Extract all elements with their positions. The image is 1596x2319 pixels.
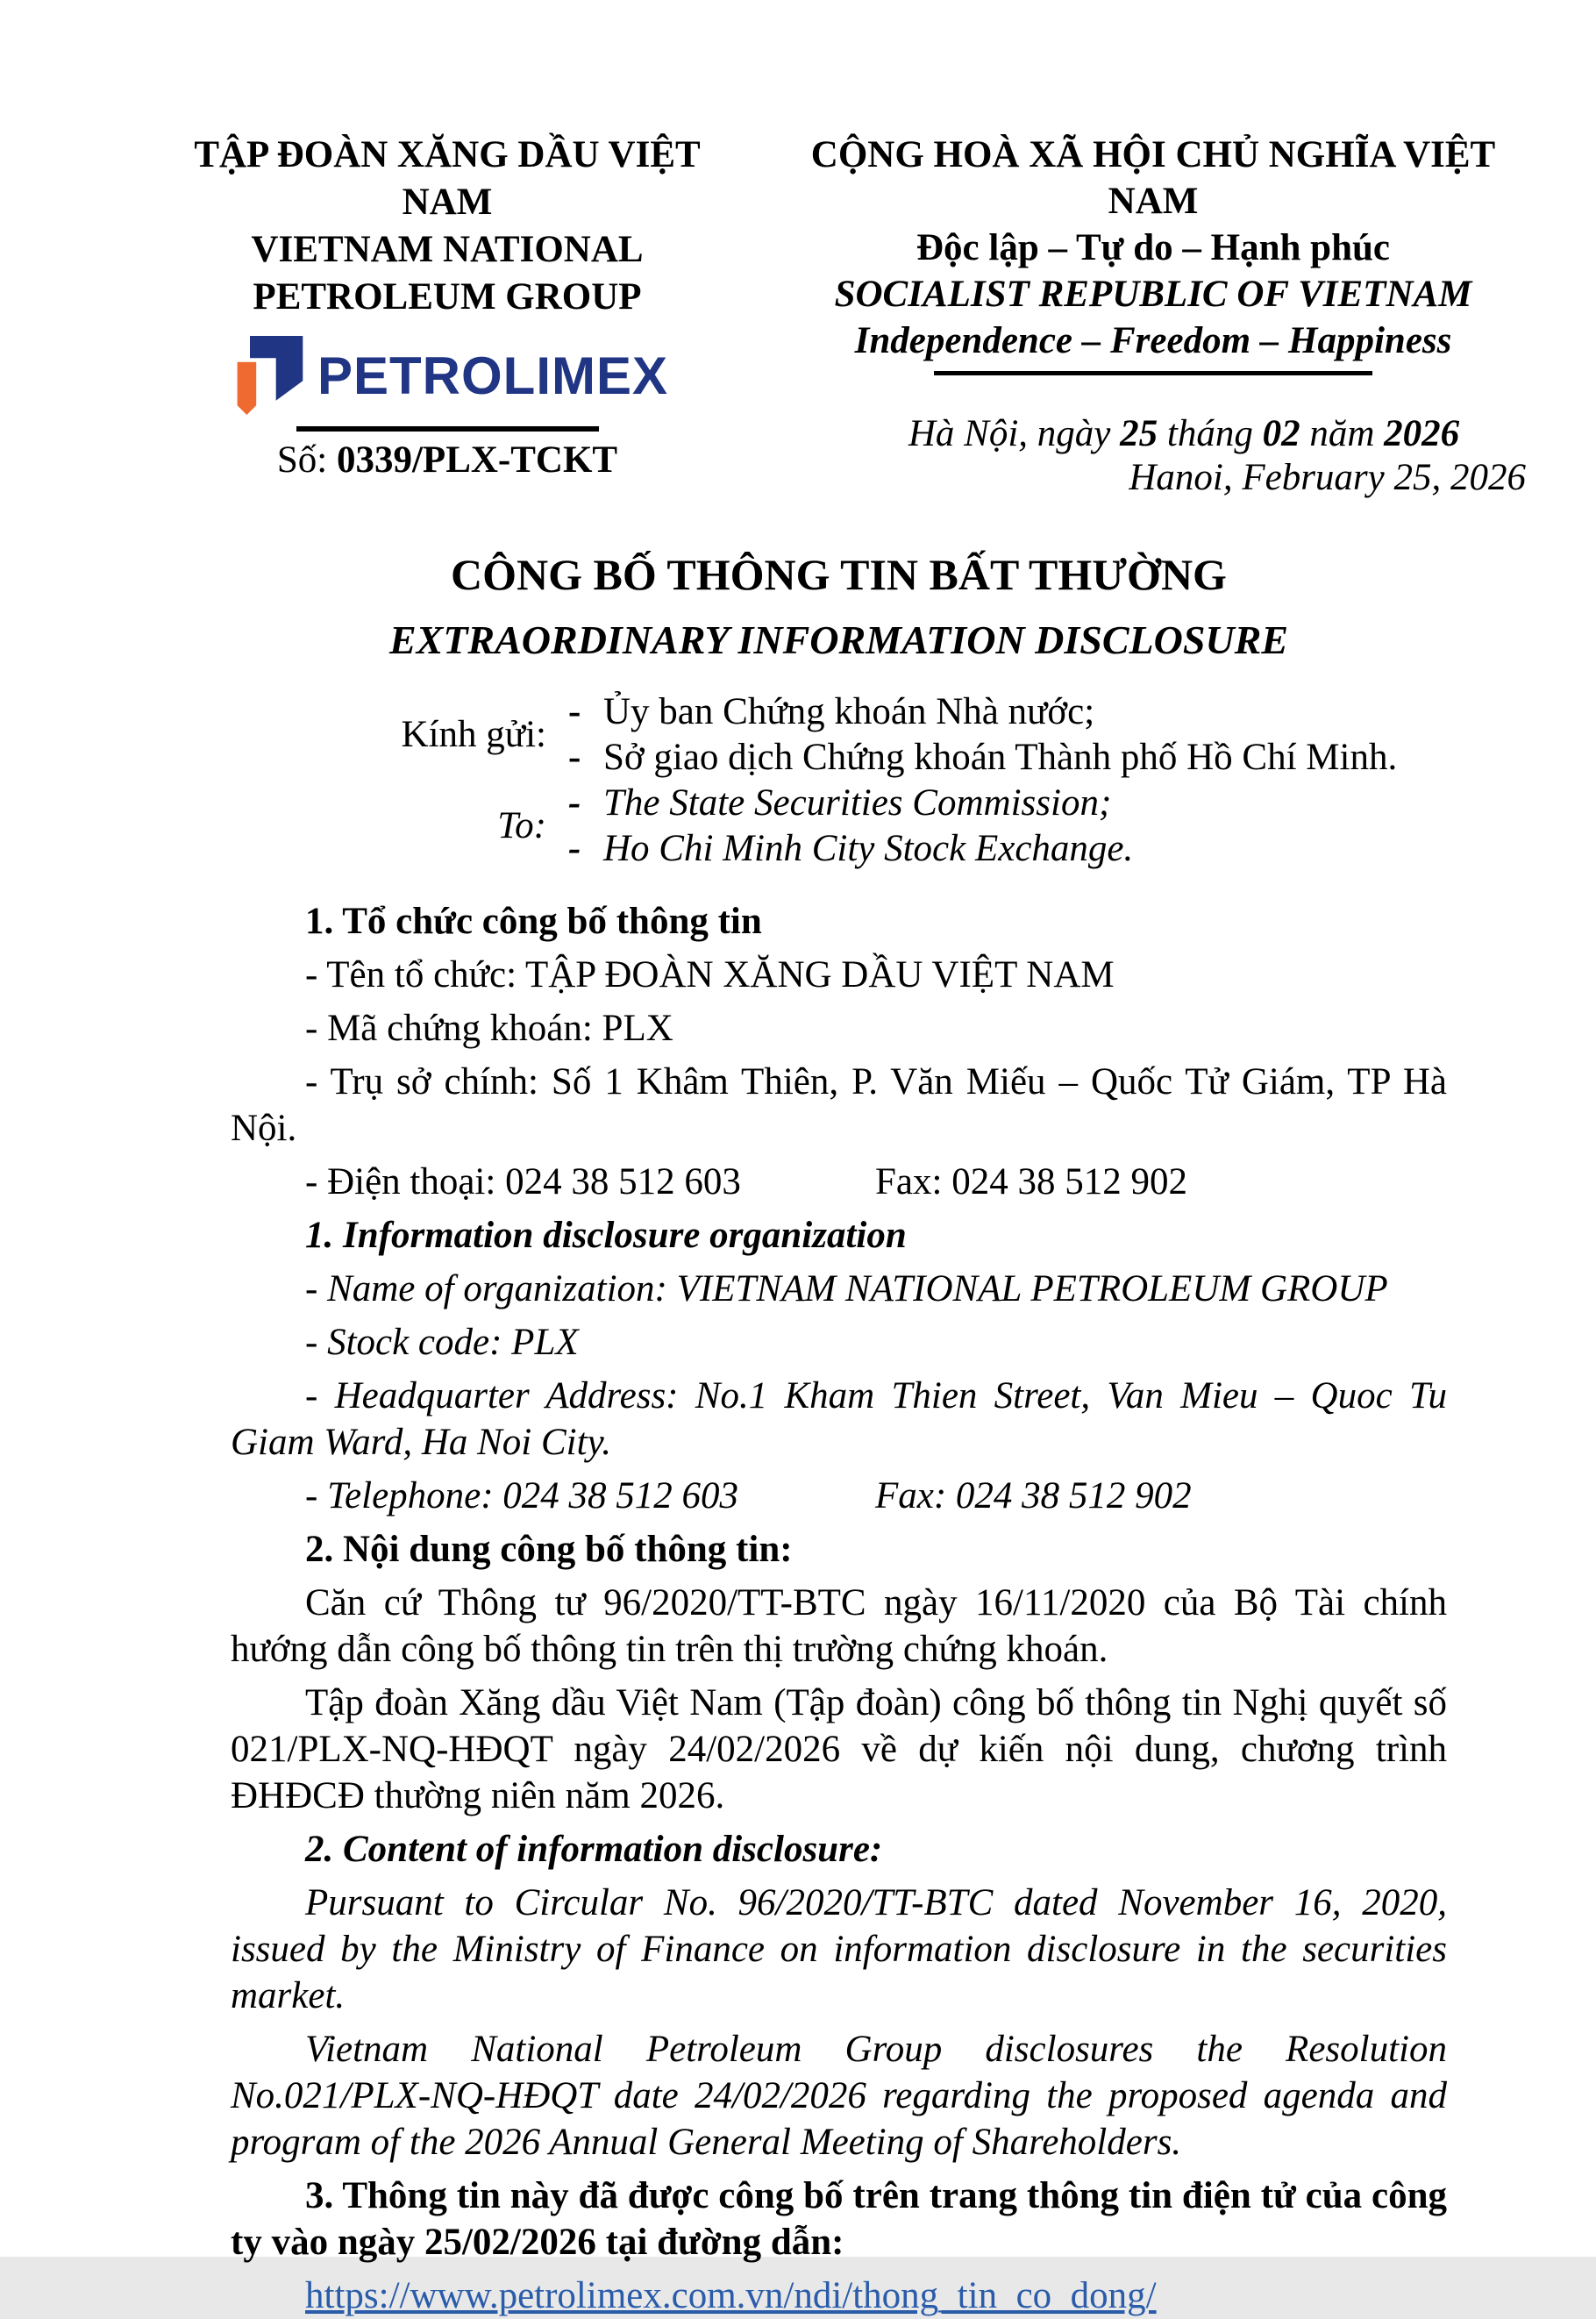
recipients-row-en [381, 781, 1596, 872]
petrolimex-p-icon [226, 336, 305, 415]
org-name-line-en: - Name of organization: VIETNAM NATIONAL PETROLEUM GROUP [305, 1268, 1388, 1309]
national-title-en: SOCIALIST REPUBLIC OF VIETNAM [834, 274, 1472, 315]
dash-bullet: - [568, 691, 581, 732]
section2-vi-heading: 2. Nội dung công bố thông tin: [305, 1529, 793, 1570]
phone-fax-line-vi [231, 1159, 1447, 1205]
header-left-divider [296, 426, 599, 432]
document-number-label: Số: [276, 439, 337, 481]
issuer-name-vi: TẬP ĐOÀN XĂNG DẦU VIỆT NAM [194, 134, 701, 223]
recipients-label-vi: Kính gửi: [401, 714, 546, 755]
section2-en-heading: 2. Content of information disclosure: [305, 1829, 883, 1870]
headquarter-line-vi: - Trụ sở chính: Số 1 Khâm Thiên, P. Văn Miếu – Quốc Tử Giám, TP Hà Nội. [231, 1061, 1447, 1149]
dash-bullet: - [568, 737, 581, 778]
national-motto-en: Independence – Freedom – Happiness [854, 320, 1452, 361]
recipient-text: Ủy ban Chứng khoán Nhà nước; [603, 691, 1095, 732]
issuer-name-en-line2: PETROLEUM GROUP [253, 276, 642, 318]
issue-date-en: Hanoi, February 25, 2026 [1129, 457, 1526, 498]
headquarter-line-en: - Headquarter Address: No.1 Kham Thien Street, Van Mieu – Quoc Tu Giam Ward, Ha Noi City. [231, 1375, 1447, 1463]
section2-en-paragraph-2: Vietnam National Petroleum Group disclosures the Resolution No.021/PLX-NQ-HĐQT date 24/02/2026 regarding the proposed agenda and program of the 2026 Annual General Meeting of Shareholders. [231, 2029, 1447, 2163]
petrolimex-wordmark: PETROLIMEX [317, 346, 669, 405]
recipient-text: Sở giao dịch Chứng khoán Thành phố Hồ Chí Minh. [603, 737, 1398, 778]
fax-number-en: Fax: 024 38 512 902 [875, 1475, 1192, 1516]
stock-code-line-en: - Stock code: PLX [305, 1322, 579, 1363]
phone-fax-line-en [231, 1473, 1447, 1519]
recipients-label-en: To: [497, 805, 546, 846]
disclosure-link[interactable]: https://www.petrolimex.com.vn/ndi/thong_tin_co_dong/ [305, 2275, 1157, 2316]
document-title-en: EXTRAORDINARY INFORMATION DISCLOSURE [388, 617, 1289, 662]
section1-vi-heading: 1. Tổ chức công bố thông tin [305, 901, 762, 942]
dash-bullet: - [568, 782, 581, 824]
document-number [167, 437, 728, 484]
issuer-block [167, 132, 728, 500]
logo-stem-shape [238, 362, 257, 415]
fax-number-vi: Fax: 024 38 512 902 [875, 1161, 1187, 1202]
header-right-divider [934, 371, 1372, 375]
stock-code-line-vi: - Mã chứng khoán: PLX [305, 1008, 673, 1049]
document-header [0, 0, 1596, 500]
petrolimex-logo [167, 332, 728, 419]
disclosure-link-line [231, 2273, 1447, 2319]
recipient-text: The State Securities Commission; [603, 782, 1112, 824]
recipient-item [568, 735, 1397, 781]
dash-bullet: - [568, 828, 581, 869]
phone-number-vi: - Điện thoại: 024 38 512 603 [305, 1161, 741, 1202]
logo-flag-shape [250, 336, 303, 401]
recipients-row-vi [381, 689, 1596, 781]
section3-heading: 3. Thông tin này đã được công bố trên trang thông tin điện tử của công ty vào ngày 25/02/2026 tại đường dẫn: [231, 2175, 1447, 2263]
document-number-value: 0339/PLX-TCKT [336, 439, 618, 481]
recipient-item [568, 689, 1397, 735]
section2-en-paragraph-1: Pursuant to Circular No. 96/2020/TT-BTC dated November 16, 2020, issued by the Ministry of Finance on information disclosure in the securities market. [231, 1882, 1447, 2016]
section1-en-heading: 1. Information disclosure organization [305, 1215, 907, 1256]
section2-vi-paragraph-1: Căn cứ Thông tư 96/2020/TT-BTC ngày 16/11/2020 của Bộ Tài chính hướng dẫn công bố thông tin trên thị trường chứng khoán. [231, 1582, 1447, 1670]
issue-date-vi: Hà Nội, ngày 25 tháng 02 năm 2026 [908, 413, 1460, 454]
document-title-vi: CÔNG BỐ THÔNG TIN BẤT THƯỜNG [451, 550, 1227, 599]
issuer-name-en-line1: VIETNAM NATIONAL [251, 229, 644, 270]
org-name-line-vi: - Tên tổ chức: TẬP ĐOÀN XĂNG DẦU VIỆT NAM [305, 954, 1115, 995]
national-title-vi: CỘNG HOÀ XÃ HỘI CHỦ NGHĨA VIỆT NAM [810, 134, 1496, 222]
national-motto-block [763, 132, 1543, 500]
section2-vi-paragraph-2: Tập đoàn Xăng dầu Việt Nam (Tập đoàn) công bố thông tin Nghị quyết số 021/PLX-NQ-HĐQT ngày 24/02/2026 về dự kiến nội dung, chương trình ĐHĐCĐ thường niên năm 2026. [231, 1682, 1447, 1816]
national-motto-vi: Độc lập – Tự do – Hạnh phúc [916, 227, 1390, 268]
recipients-block [381, 689, 1596, 872]
document-body [231, 898, 1447, 2319]
recipient-text: Ho Chi Minh City Stock Exchange. [603, 828, 1134, 869]
phone-number-en: - Telephone: 024 38 512 603 [305, 1475, 739, 1516]
recipient-item [568, 826, 1133, 872]
recipient-item [568, 781, 1133, 826]
